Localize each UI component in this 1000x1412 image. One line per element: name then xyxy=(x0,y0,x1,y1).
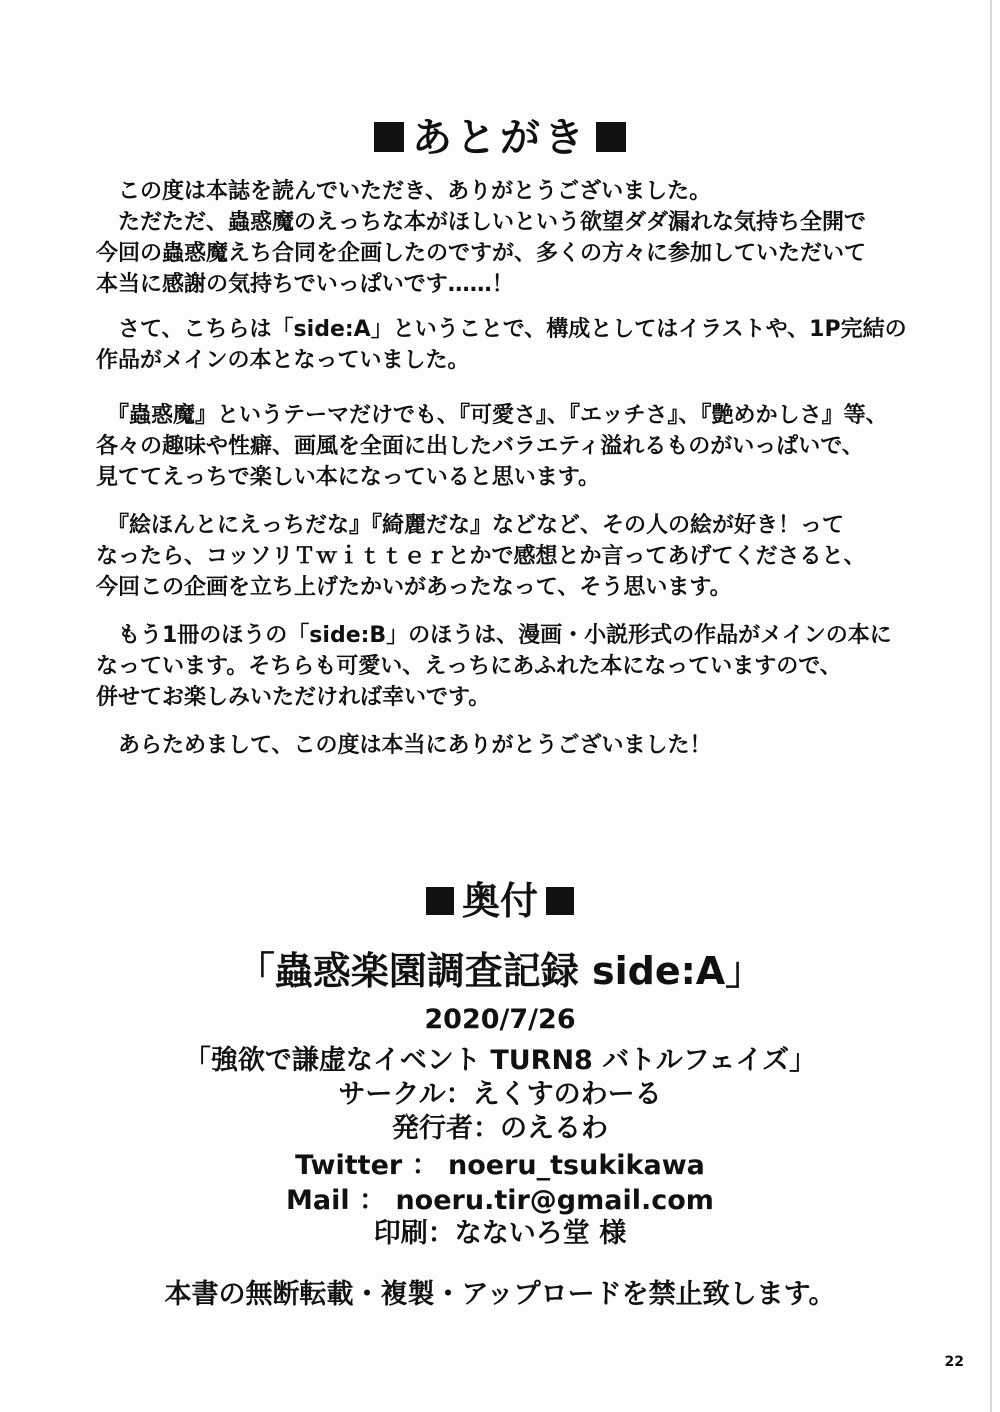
paragraph-line: 併せてお楽しみいただければ幸いです。 xyxy=(96,685,491,710)
afterword-heading-text: あとがき xyxy=(412,115,588,161)
paragraph-line: ただただ、蟲惑魔のえっちな本がほしいという欲望ダダ漏れな気持ち全開で xyxy=(96,210,867,235)
publication-date: 2020/7/26 xyxy=(424,1004,576,1035)
publisher-name: 発行者：のえるわ xyxy=(392,1113,608,1144)
afterword-paragraph-2 xyxy=(96,314,926,376)
square-bullet-icon xyxy=(374,122,404,152)
paragraph-line: もう1冊のほうの「side:B」のほうは、漫画・小説形式の作品がメインの本に xyxy=(96,623,892,648)
square-bullet-icon xyxy=(546,887,574,915)
colophon-heading xyxy=(0,870,1000,925)
paragraph-line: 見ててえっちで楽しい本になっていると思います。 xyxy=(96,465,601,490)
paragraph-line: なったら、コッソリＴｗｉｔｔｅｒとかで感想とか言ってあげてくださると、 xyxy=(96,544,866,569)
circle-name: サークル：えくすのわーる xyxy=(338,1079,662,1110)
paragraph-line: 本当に感謝の気持ちでいっぱいです……！ xyxy=(96,272,514,297)
afterword-paragraph-4 xyxy=(96,510,926,603)
event-name: 「強欲で謙虚なイベント TURN8 バトルフェイズ」 xyxy=(183,1045,817,1076)
book-title: 「蟲惑楽園調査記録 side:A」 xyxy=(236,949,764,993)
paragraph-line: さて、こちらは「side:A」ということで、構成としてはイラストや、1P完結の xyxy=(96,317,907,342)
square-bullet-icon xyxy=(596,122,626,152)
paragraph-line: この度は本誌を読んでいただき、ありがとうございました。 xyxy=(96,179,712,204)
paragraph-line: あらためまして、この度は本当にありがとうございました！ xyxy=(96,733,712,758)
paragraph-line: 今回この企画を立ち上げたかいがあったなって、そう思います。 xyxy=(96,575,732,600)
paragraph-line: 今回の蟲惑魔えち合同を企画したのですが、多くの方々に参加していただいて xyxy=(96,241,867,266)
colophon-heading-text: 奥付 xyxy=(461,879,538,923)
page-number: 22 xyxy=(944,1354,964,1370)
copyright-notice: 本書の無断転載・複製・アップロードを禁止致します。 xyxy=(164,1279,836,1310)
afterword-paragraph-6 xyxy=(96,730,926,761)
paragraph-line: 各々の趣味や性癖、画風を全面に出したバラエティ溢れるものがいっぱいで、 xyxy=(96,434,864,459)
paragraph-line: なっています。そちらも可愛い、えっちにあふれた本になっていますので、 xyxy=(96,654,842,679)
afterword-heading xyxy=(0,106,1000,163)
square-bullet-icon xyxy=(426,887,454,915)
paragraph-line: 『絵ほんとにえっちだな』『綺麗だな』などなど、その人の絵が好き！って xyxy=(96,513,845,538)
twitter-handle: Twitter ： noeru_tsukikawa xyxy=(295,1150,705,1181)
printer-name: 印刷：なないろ堂 様 xyxy=(373,1218,627,1249)
mail-address: Mail ： noeru.tir@gmail.com xyxy=(286,1185,714,1216)
paragraph-line: 作品がメインの本となっていました。 xyxy=(96,348,470,373)
paragraph-line: 『蟲惑魔』というテーマだけでも、『可愛さ』、『エッチさ』、『艶めかしさ』等、 xyxy=(96,403,888,428)
afterword-paragraph-5 xyxy=(96,620,926,713)
afterword-paragraph-1 xyxy=(96,176,926,300)
afterword-paragraph-3 xyxy=(96,400,926,493)
